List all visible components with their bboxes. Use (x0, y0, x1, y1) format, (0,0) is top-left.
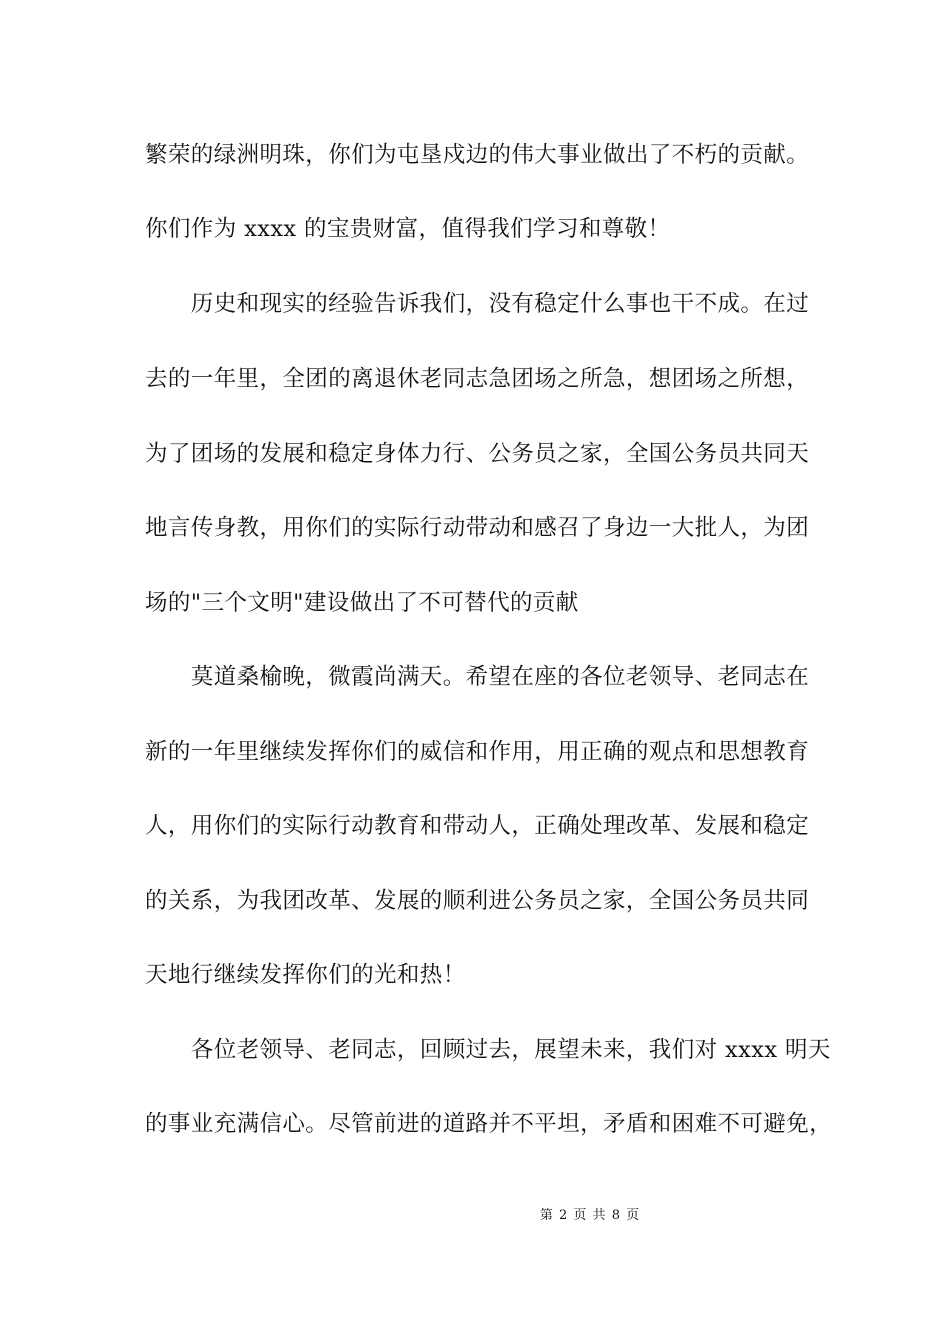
text-line: 地言传身教，用你们的实际行动带动和感召了身边一大批人，为团 (145, 515, 810, 541)
text-line: 去的一年里，全团的离退休老同志急团场之所急，想团场之所想， (145, 366, 810, 392)
text-line: 各位老领导、老同志，回顾过去，展望未来，我们对 xxxx 明天 (145, 1037, 831, 1063)
text-line: 你们作为 xxxx 的宝贵财富，值得我们学习和尊敬！ (145, 216, 671, 242)
text-line: 历史和现实的经验告诉我们，没有稳定什么事也干不成。在过 (145, 291, 810, 317)
text-line: 的事业充满信心。尽管前进的道路并不平坦，矛盾和困难不可避免， (145, 1111, 833, 1137)
text-line: 莫道桑榆晚，微霞尚满天。希望在座的各位老领导、老同志在 (145, 664, 810, 690)
page-number-footer: 第 2 页 共 8 页 (539, 1208, 641, 1223)
text-line: 人，用你们的实际行动教育和带动人，正确处理改革、发展和稳定 (145, 813, 810, 839)
text-line: 繁荣的绿洲明珠，你们为屯垦戍边的伟大事业做出了不朽的贡献。 (145, 142, 810, 168)
text-line: 新的一年里继续发挥你们的威信和作用，用正确的观点和思想教育 (145, 739, 810, 765)
text-line: 天地行继续发挥你们的光和热！ (145, 962, 466, 988)
text-line: 场的"三个文明"建设做出了不可替代的贡献 (145, 590, 579, 616)
text-line: 的关系，为我团改革、发展的顺利进公务员之家，全国公务员共同 (145, 888, 810, 914)
text-line: 为了团场的发展和稳定身体力行、公务员之家，全国公务员共同天 (145, 441, 810, 467)
